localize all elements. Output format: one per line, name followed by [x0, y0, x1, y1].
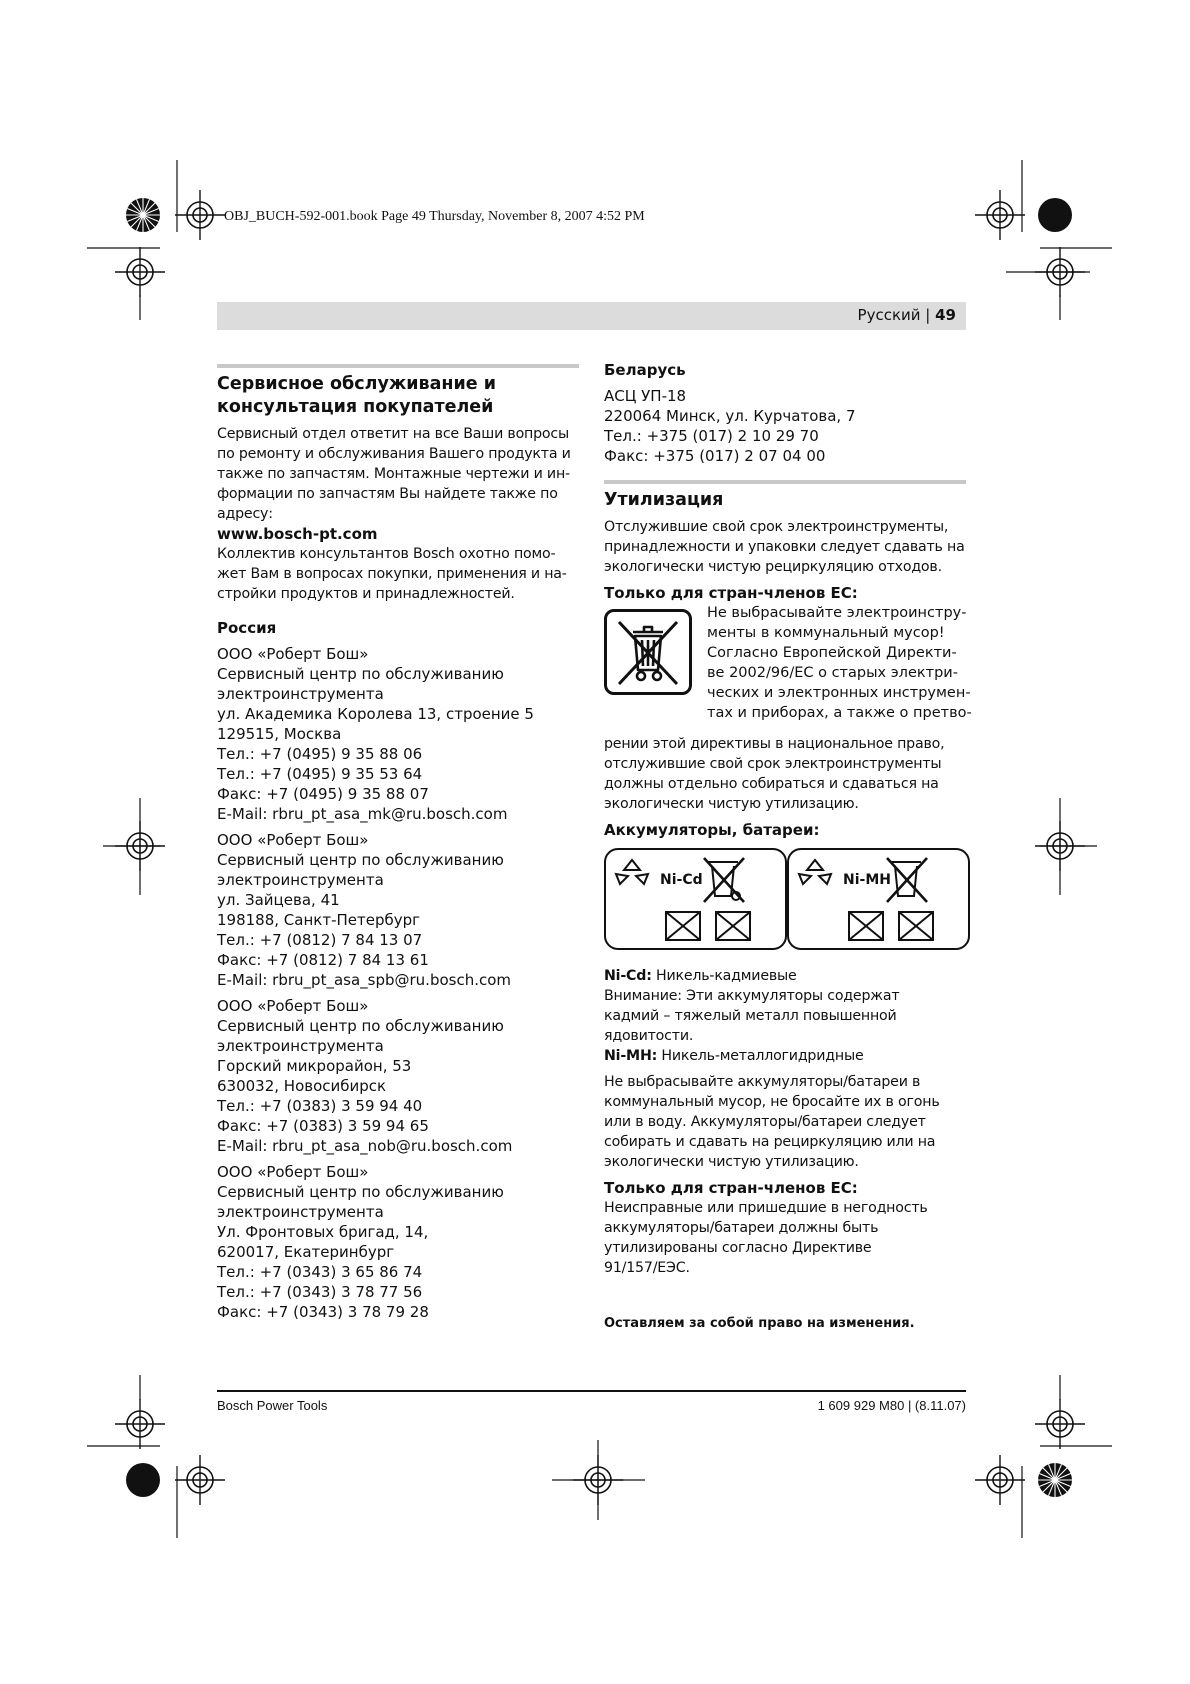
footer-right: 1 609 929 M80 | (8.11.07) [817, 1398, 966, 1413]
office-line: Тел.: +375 (017) 2 10 29 70 [604, 427, 819, 445]
office-line: ул. Зайцева, 41 [217, 891, 340, 909]
office-line: 129515, Москва [217, 725, 342, 743]
disposal-paragraph [604, 517, 966, 577]
battery-disposal-paragraph [604, 1072, 966, 1172]
office-line: Сервисный центр по обслуживанию [217, 1183, 504, 1201]
battery-disposal-line: экологически чистую утилизацию. [604, 1154, 859, 1170]
weee-line: рении этой директивы в национальное право, [604, 736, 945, 752]
service-line: адресу: [217, 506, 273, 522]
footer-rule [217, 1390, 966, 1392]
consultants-paragraph [217, 544, 579, 604]
disposal-line: Отслужившие свой срок электроинструменты, [604, 519, 949, 535]
rights-reserved: Оставляем за собой право на изменения. [604, 1316, 915, 1331]
disposal-line: принадлежности и упаковки следует сдавать на [604, 539, 965, 555]
office-line: ООО «Роберт Бош» [217, 997, 369, 1015]
nimh-desc: Никель-металлогидридные [657, 1048, 864, 1064]
service-title: Сервисное обслуживание и консультация покупателей [217, 374, 497, 417]
office-line: Факс: +375 (017) 2 07 04 00 [604, 447, 826, 465]
service-paragraph [217, 424, 579, 524]
section-rule [217, 364, 579, 368]
office-line: ул. Академика Королева 13, строение 5 [217, 705, 534, 723]
weee-icon [604, 609, 692, 695]
print-info: OBJ_BUCH-592-001.book Page 49 Thursday, November 8, 2007 4:52 PM [224, 209, 645, 224]
office-line: Тел.: +7 (0495) 9 35 88 06 [217, 745, 423, 763]
office-line: электроинструмента [217, 1037, 384, 1055]
nicd-label: Ni-Cd [660, 872, 703, 888]
office-line: 630032, Новосибирск [217, 1077, 387, 1095]
page-number: 49 [935, 306, 956, 324]
russia-office-moscow [217, 644, 579, 824]
office-line: Тел.: +7 (0343) 3 78 77 56 [217, 1283, 423, 1301]
nicd-definition [604, 966, 966, 1066]
consultants-line: жет Вам в вопросах покупки, применения и на- [217, 566, 567, 582]
office-line: Факс: +7 (0495) 9 35 88 07 [217, 785, 429, 803]
battery-disposal-line: коммунальный мусор, не бросайте их в огонь [604, 1094, 940, 1110]
consultants-line: стройки продуктов и принадлежностей. [217, 586, 515, 602]
right-column [604, 360, 972, 1331]
nicd-warning-line: Внимание: Эти аккумуляторы содержат [604, 988, 900, 1004]
nicd-desc: Никель-кадмиевые [651, 968, 797, 984]
defective-line: Неисправные или пришедшие в негодность [604, 1200, 928, 1216]
office-line: Ул. Фронтовых бригад, 14, [217, 1223, 429, 1241]
service-line: по ремонту и обслуживания Вашего продукта и [217, 446, 571, 462]
office-line: электроинструмента [217, 685, 384, 703]
office-line: электроинструмента [217, 1203, 384, 1221]
left-column [217, 364, 579, 1322]
eu-only-title-2: Только для стран-членов ЕС: [604, 1179, 858, 1197]
nimh-label: Ni-MH [843, 872, 891, 888]
defective-line: утилизированы согласно Директиве [604, 1240, 872, 1256]
office-line: Тел.: +7 (0495) 9 35 53 64 [217, 765, 423, 783]
weee-line: Согласно Европейской Директи- [707, 645, 957, 661]
nicd-term: Ni-Cd: [604, 968, 652, 984]
weee-line: ве 2002/96/ЕС о старых электри- [707, 665, 958, 681]
weee-line: отслужившие свой срок электроинструменты [604, 756, 942, 772]
nimh-battery-symbol [787, 848, 970, 950]
weee-line: Не выбрасывайте электроинстру- [707, 605, 967, 621]
russia-office-spb [217, 830, 579, 990]
weee-line: тах и приборах, а также о претво- [707, 705, 972, 721]
weee-block [604, 603, 972, 734]
weee-line: должны отдельно собираться и сдаваться на [604, 776, 939, 792]
office-line: ООО «Роберт Бош» [217, 1163, 369, 1181]
office-line: АСЦ УП-18 [604, 387, 687, 405]
disposal-line: экологически чистую рециркуляцию отходов. [604, 559, 942, 575]
office-line: 198188, Санкт-Петербург [217, 911, 421, 929]
battery-disposal-line: собирать и сдавать на рециркуляцию или на [604, 1134, 936, 1150]
footer-left: Bosch Power Tools [217, 1398, 328, 1413]
nicd-warning-line: кадмий – тяжелый металл повышенной [604, 1008, 897, 1024]
belarus-title: Беларусь [604, 361, 686, 379]
office-line: Горский микрорайон, 53 [217, 1057, 412, 1075]
russia-office-novosibirsk [217, 996, 579, 1156]
nicd-battery-symbol [604, 848, 787, 950]
batteries-title: Аккумуляторы, батареи: [604, 821, 820, 839]
office-line: ООО «Роберт Бош» [217, 831, 369, 849]
office-line: Факс: +7 (0812) 7 84 13 61 [217, 951, 429, 969]
header-separator: | [920, 306, 936, 324]
disposal-title: Утилизация [604, 490, 724, 510]
battery-disposal-line: или в воду. Аккумуляторы/батареи следует [604, 1114, 926, 1130]
nimh-term: Ni-MH: [604, 1048, 658, 1064]
office-line: Факс: +7 (0383) 3 59 94 65 [217, 1117, 429, 1135]
weee-line: ческих и электронных инструмен- [707, 685, 971, 701]
battery-disposal-line: Не выбрасывайте аккумуляторы/батареи в [604, 1074, 921, 1090]
weee-line: экологически чистую утилизацию. [604, 796, 859, 812]
service-line: Сервисный отдел ответит на все Ваши вопросы [217, 426, 570, 442]
office-line: 220064 Минск, ул. Курчатова, 7 [604, 407, 856, 425]
weee-side-text [707, 603, 972, 723]
eu-only-title: Только для стран-членов ЕС: [604, 584, 858, 602]
russia-office-ekaterinburg [217, 1162, 579, 1322]
defective-line: аккумуляторы/батареи должны быть [604, 1220, 879, 1236]
office-line: ООО «Роберт Бош» [217, 645, 369, 663]
office-line: Сервисный центр по обслуживанию [217, 1017, 504, 1035]
office-line: электроинструмента [217, 871, 384, 889]
russia-title: Россия [217, 619, 277, 637]
office-email[interactable]: E-Mail: rbru_pt_asa_spb@ru.bosch.com [217, 971, 512, 989]
battery-symbols [604, 848, 966, 966]
belarus-office [604, 386, 966, 466]
office-line: Сервисный центр по обслуживанию [217, 851, 504, 869]
weee-line: менты в коммунальный мусор! [707, 625, 945, 641]
office-line: Сервисный центр по обслуживанию [217, 665, 504, 683]
header-text [858, 306, 956, 324]
office-email[interactable]: E-Mail: rbru_pt_asa_mk@ru.bosch.com [217, 805, 508, 823]
service-line: также по запчастям. Монтажные чертежи и ин- [217, 466, 570, 482]
defective-paragraph [604, 1198, 966, 1278]
weee-full-paragraph [604, 734, 966, 814]
nicd-warning-line: ядовитости. [604, 1028, 694, 1044]
service-line: формации по запчастям Вы найдете также по [217, 486, 558, 502]
office-line: 620017, Екатеринбург [217, 1243, 395, 1261]
header-language: Русский [857, 306, 921, 324]
website-link[interactable]: www.bosch-pt.com [217, 525, 378, 543]
page-header [217, 302, 966, 330]
office-line: Тел.: +7 (0383) 3 59 94 40 [217, 1097, 423, 1115]
office-line: Тел.: +7 (0343) 3 65 86 74 [217, 1263, 423, 1281]
office-email[interactable]: E-Mail: rbru_pt_asa_nob@ru.bosch.com [217, 1137, 513, 1155]
consultants-line: Коллектив консультантов Bosch охотно помо- [217, 546, 556, 562]
office-line: Тел.: +7 (0812) 7 84 13 07 [217, 931, 423, 949]
defective-line: 91/157/ЕЭС. [604, 1260, 690, 1276]
section-rule [604, 480, 966, 484]
office-line: Факс: +7 (0343) 3 78 79 28 [217, 1303, 429, 1321]
